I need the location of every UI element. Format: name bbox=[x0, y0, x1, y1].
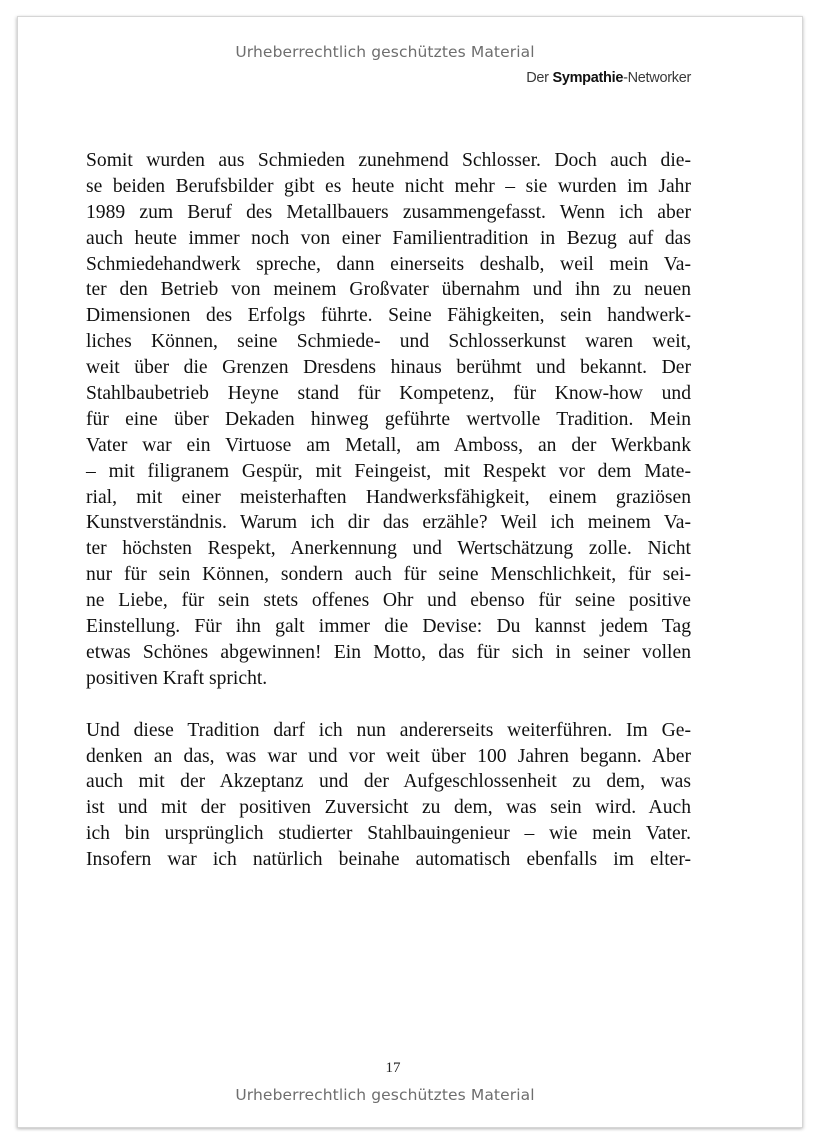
paragraph bbox=[86, 718, 691, 873]
text-line: für eine über Dekaden hinweg geführte wertvolle Tradition. Mein bbox=[86, 408, 691, 430]
book-page bbox=[17, 16, 803, 1128]
text-line: nur für sein Können, sondern auch für seine Menschlichkeit, für sei- bbox=[86, 564, 691, 586]
paragraph-gap bbox=[86, 692, 691, 718]
text-line: etwas Schönes abgewinnen! Ein Motto, das für sich in seiner vollen bbox=[86, 641, 691, 663]
text-line: Insofern war ich natürlich beinahe automatisch ebenfalls im elter- bbox=[86, 849, 691, 871]
copyright-watermark-top: Urheberrechtlich geschütztes Material bbox=[235, 43, 535, 61]
text-line: rial, mit einer meisterhaften Handwerksfähigkeit, einem graziösen bbox=[86, 486, 691, 508]
text-line: auch mit der Akzeptanz und der Aufgeschlossenheit zu dem, was bbox=[86, 771, 691, 793]
text-line: Kunstverständnis. Warum ich dir das erzähle? Weil ich meinem Va- bbox=[86, 512, 691, 534]
text-line: Dimensionen des Erfolgs führte. Seine Fähigkeiten, sein handwerk- bbox=[86, 305, 691, 327]
text-line: Schmiedehandwerk spreche, dann einerseits deshalb, weil mein Va- bbox=[86, 253, 691, 275]
text-line: ter höchsten Respekt, Anerkennung und Wertschätzung zolle. Nicht bbox=[86, 538, 691, 560]
text-line: Vater war ein Virtuose am Metall, am Amboss, an der Werkbank bbox=[86, 434, 691, 456]
copyright-watermark-bottom: Urheberrechtlich geschütztes Material bbox=[235, 1086, 535, 1104]
text-line: se beiden Berufsbilder gibt es heute nicht mehr – sie wurden im Jahr bbox=[86, 175, 691, 197]
text-line: 1989 zum Beruf des Metallbauers zusammengefasst. Wenn ich aber bbox=[86, 201, 691, 223]
text-line: liches Können, seine Schmiede- und Schlosserkunst waren weit, bbox=[86, 331, 691, 353]
running-head-bold: Sympathie bbox=[552, 70, 624, 86]
text-line: – mit filigranem Gespür, mit Feingeist, mit Respekt vor dem Mate- bbox=[86, 460, 691, 482]
text-line: ist und mit der positiven Zuversicht zu dem, was sein wird. Auch bbox=[86, 797, 691, 819]
text-line: Und diese Tradition darf ich nun andererseits weiterführen. Im Ge- bbox=[86, 719, 691, 741]
text-line: ne Liebe, für sein stets offenes Ohr und ebenso für seine positive bbox=[86, 590, 691, 612]
page-number: 17 bbox=[385, 1060, 401, 1076]
text-line: weit über die Grenzen Dresdens hinaus berühmt und bekannt. Der bbox=[86, 357, 691, 379]
text-line: Stahlbaubetrieb Heyne stand für Kompetenz, für Know-how und bbox=[86, 383, 691, 405]
text-line: ich bin ursprünglich studierter Stahlbauingenieur – wie mein Vater. bbox=[86, 823, 691, 845]
paragraph bbox=[86, 148, 691, 692]
text-line: Somit wurden aus Schmieden zunehmend Schlosser. Doch auch die- bbox=[86, 150, 691, 171]
text-line: auch heute immer noch von einer Familientradition in Bezug auf das bbox=[86, 227, 691, 249]
running-head bbox=[526, 70, 691, 86]
text-line: denken an das, was war und vor weit über 100 Jahren begann. Aber bbox=[86, 745, 691, 767]
text-line: Einstellung. Für ihn galt immer die Devise: Du kannst jedem Tag bbox=[86, 616, 691, 638]
text-line: positiven Kraft spricht. bbox=[86, 667, 268, 689]
text-line: ter den Betrieb von meinem Großvater übernahm und ihn zu neuen bbox=[86, 279, 691, 301]
body-text bbox=[86, 148, 691, 873]
running-head-prefix: Der bbox=[526, 70, 553, 86]
running-head-suffix: -Networker bbox=[623, 70, 691, 86]
